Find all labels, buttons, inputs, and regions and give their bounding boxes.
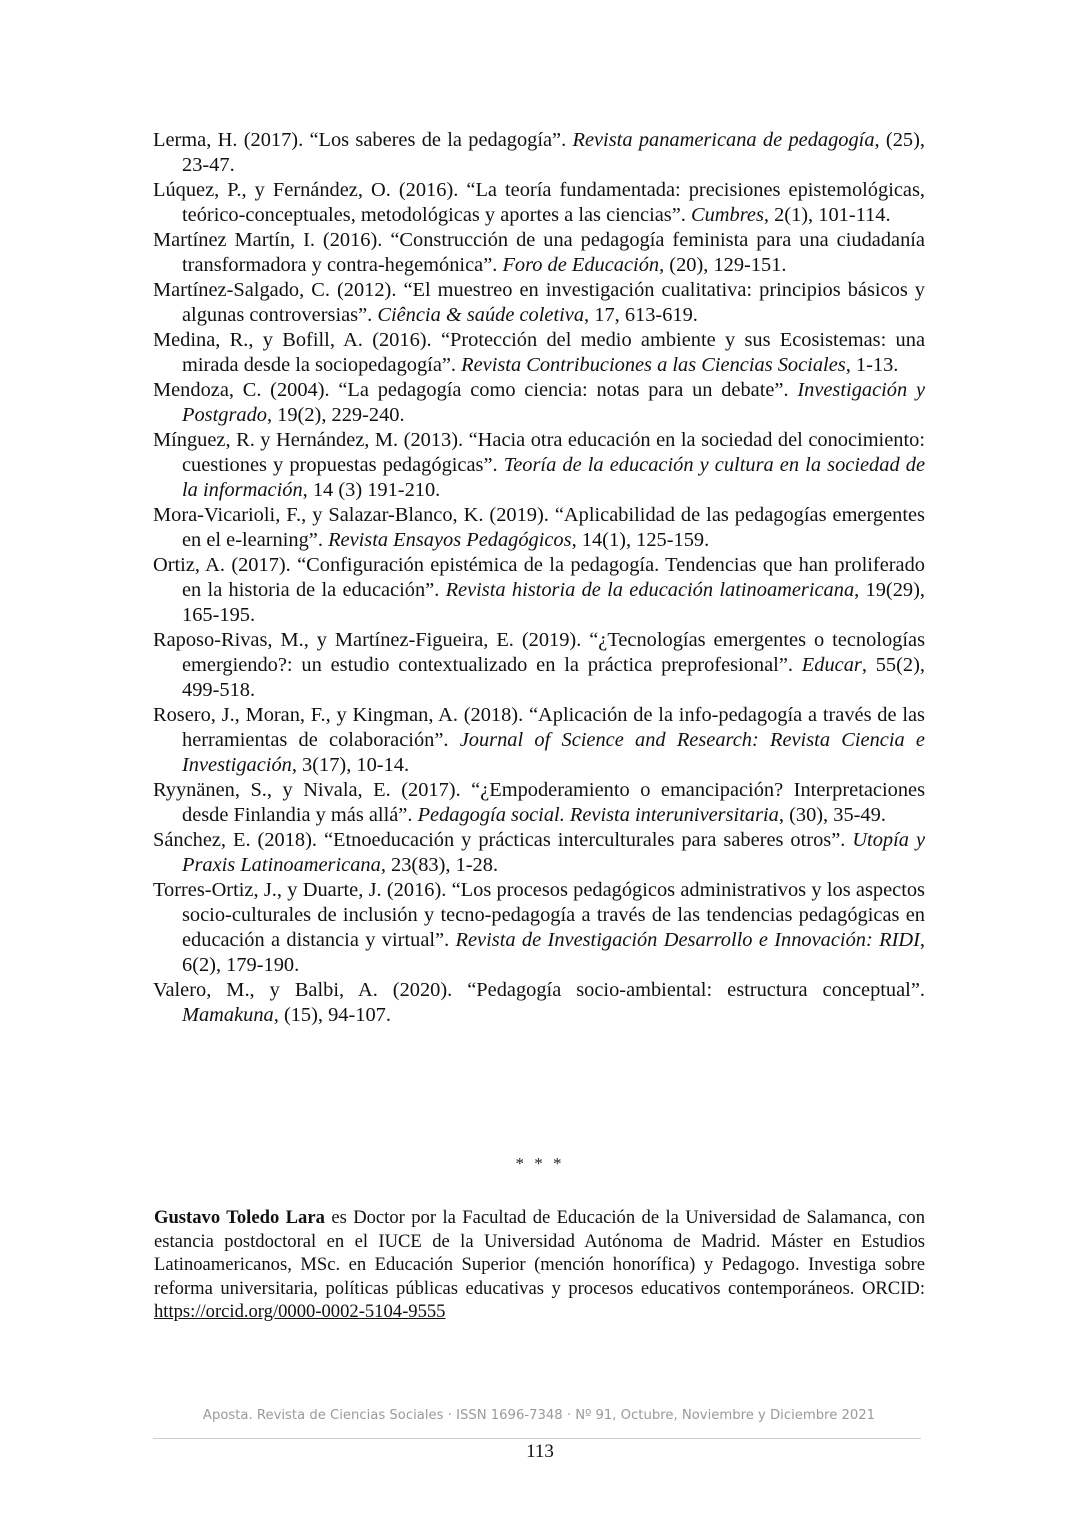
reference-journal: Revista Ensayos Pedagógicos [328, 529, 572, 551]
reference-entry [153, 128, 925, 178]
reference-text: Raposo-Rivas, M., y Martínez-Figueira, E. (2019). “¿Tecnologías emergentes o tecnologías emergiendo?: un estudio contextualizado en la práctica preprofesional”. [153, 629, 925, 676]
reference-entry [153, 553, 925, 628]
reference-entry [153, 628, 925, 703]
reference-text: Mendoza, C. (2004). “La pedagogía como ciencia: notas para un debate”. [153, 379, 798, 401]
reference-journal: Revista Contribuciones a las Ciencias Sociales [461, 354, 846, 376]
reference-details: , (25), 23-47. [182, 129, 925, 176]
reference-journal: Teoría de la educación y cultura en la sociedad de la información [182, 454, 925, 501]
reference-text: Martínez-Salgado, C. (2012). “El muestreo en investigación cualitativa: principios básicos y algunas controversias”. [153, 279, 925, 326]
reference-details: , 23(83), 1-28. [380, 854, 499, 876]
reference-journal: Ciência & saúde coletiva [377, 304, 585, 326]
reference-entry [153, 178, 925, 228]
reference-details: , 1-13. [845, 354, 899, 376]
reference-journal: Journal of Science and Research: Revista Ciencia e Investigación [182, 729, 925, 776]
reference-journal: Revista panamericana de pedagogía [572, 129, 875, 151]
reference-journal: Revista historia de la educación latinoamericana [445, 579, 855, 601]
reference-details: , 14(1), 125-159. [571, 529, 710, 551]
reference-text: Ryynänen, S., y Nivala, E. (2017). “¿Empoderamiento o emancipación? Interpretaciones desde Finlandia y más allá”. [153, 779, 925, 826]
reference-text: Sánchez, E. (2018). “Etnoeducación y prácticas interculturales para saberes otros”. [153, 829, 853, 851]
reference-list [153, 128, 925, 1028]
reference-entry [153, 878, 925, 978]
reference-journal: Mamakuna [182, 1004, 274, 1026]
reference-details: , 19(2), 229-240. [266, 404, 405, 426]
reference-text: Medina, R., y Bofill, A. (2016). “Protección del medio ambiente y sus Ecosistemas: una mirada desde la sociopedagogía”. [153, 329, 925, 376]
reference-details: , 2(1), 101-114. [763, 204, 891, 226]
reference-entry [153, 703, 925, 778]
reference-text: Mora-Vicarioli, F., y Salazar-Blanco, K. (2019). “Aplicabilidad de las pedagogías emergentes en el e-learning”. [153, 504, 925, 551]
reference-journal: Revista de Investigación Desarrollo e Innovación: RIDI [455, 929, 920, 951]
reference-entry [153, 278, 925, 328]
reference-journal: Pedagogía social. Revista interuniversitaria [417, 804, 779, 826]
reference-details: , 19(29), 165-195. [182, 579, 925, 626]
reference-details: , (30), 35-49. [778, 804, 886, 826]
reference-details: , 17, 613-619. [584, 304, 698, 326]
page-number: 113 [526, 1441, 554, 1462]
reference-entry [153, 828, 925, 878]
reference-journal: Cumbres [691, 204, 764, 226]
reference-text: Torres-Ortiz, J., y Duarte, J. (2016). “Los procesos pedagógicos administrativos y los aspectos socio-culturales de inclusión y tecno-pedagogía a través de las tendencias pedagógicas en educación a distancia y virtual”. [153, 879, 925, 951]
reference-details: , 6(2), 179-190. [182, 929, 925, 976]
reference-journal: Utopía y Praxis Latinoamericana [182, 829, 925, 876]
section-separator: * * * [515, 1154, 565, 1173]
reference-entry [153, 978, 925, 1028]
reference-journal: Foro de Educación [502, 254, 660, 276]
reference-text: Valero, M., y Balbi, A. (2020). “Pedagogía socio-ambiental: estructura conceptual”. [153, 979, 925, 1001]
author-name: Gustavo Toledo Lara [154, 1207, 325, 1228]
reference-journal: Investigación y Postgrado [182, 379, 925, 426]
orcid-link[interactable]: https://orcid.org/0000-0002-5104-9555 [154, 1301, 446, 1322]
author-bio [154, 1206, 925, 1324]
reference-entry [153, 428, 925, 503]
reference-details: , 3(17), 10-14. [291, 754, 410, 776]
reference-text: Ortiz, A. (2017). “Configuración epistémica de la pedagogía. Tendencias que han proliferado en la historia de la educación”. [153, 554, 925, 601]
reference-text: Lerma, H. (2017). “Los saberes de la pedagogía”. [153, 129, 573, 151]
reference-text: Lúquez, P., y Fernández, O. (2016). “La teoría fundamentada: precisiones epistemológicas, teórico-conceptuales, metodológicas y aportes a las ciencias”. [153, 179, 925, 226]
reference-entry [153, 778, 925, 828]
reference-details: , 55(2), 499-518. [182, 654, 925, 701]
reference-text: Martínez Martín, I. (2016). “Construcción de una pedagogía feminista para una ciudadanía transformadora y contra-hegemónica”. [153, 229, 925, 276]
reference-entry [153, 228, 925, 278]
reference-details: , (15), 94-107. [273, 1004, 391, 1026]
reference-details: , 14 (3) 191-210. [302, 479, 441, 501]
author-bio-text: es Doctor por la Facultad de Educación de la Universidad de Salamanca, con estancia postdoctoral en el IUCE de la Universidad Autónoma de Madrid. Máster en Estudios Latinoamericanos, MSc. en Educación Superior (mención honorífica) y Pedagogo. Investiga sobre reforma universitaria, políticas públicas educativas y procesos educativos contemporáneos. ORCID: [154, 1207, 925, 1299]
reference-details: , (20), 129-151. [659, 254, 787, 276]
reference-entry [153, 328, 925, 378]
reference-entry [153, 378, 925, 428]
reference-entry [153, 503, 925, 553]
reference-text: Rosero, J., Moran, F., y Kingman, A. (2018). “Aplicación de la info-pedagogía a través de las herramientas de colaboración”. [153, 704, 925, 751]
footer-divider [153, 1438, 921, 1439]
reference-text: Mínguez, R. y Hernández, M. (2013). “Hacia otra educación en la sociedad del conocimiento: cuestiones y propuestas pedagógicas”. [153, 429, 925, 476]
reference-journal: Educar [801, 654, 862, 676]
journal-footer: Aposta. Revista de Ciencias Sociales · ISSN 1696-7348 · Nº 91, Octubre, Noviembre y Diciembre 2021 [202, 1408, 876, 1423]
